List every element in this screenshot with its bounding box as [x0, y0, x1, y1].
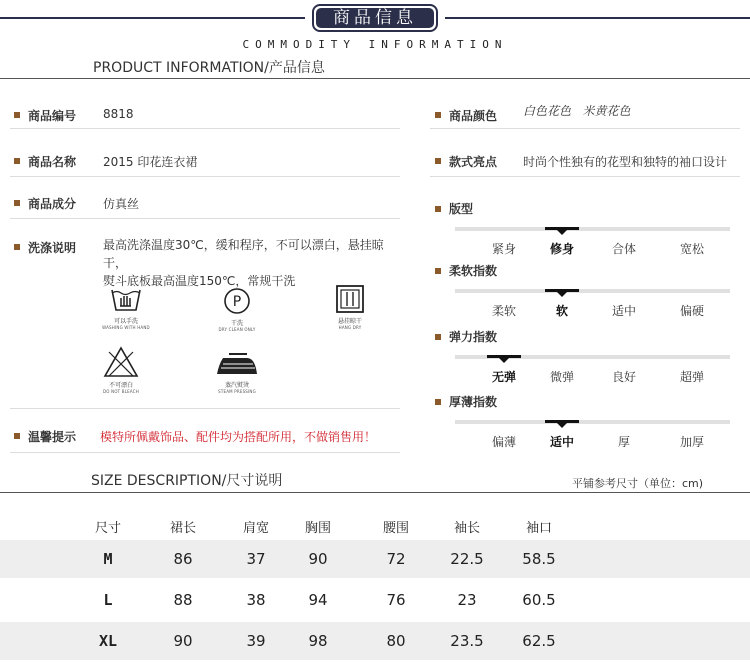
table-header-cell: 裙长	[169, 521, 196, 536]
bullet-icon	[435, 399, 441, 405]
no-bleach-icon	[103, 346, 139, 378]
row-divider	[10, 218, 400, 219]
care-hand-wash-en: WASHING WITH HAND	[102, 325, 150, 330]
bullet-icon	[435, 334, 441, 340]
wash-label: 洗涤说明	[28, 241, 77, 255]
table-cell: 62.5	[522, 632, 556, 650]
table-header-cell: 腰围	[382, 521, 409, 536]
scale-selected-marker	[545, 420, 579, 423]
table-cell: 76	[386, 591, 406, 609]
table-cell: 58.5	[522, 550, 556, 568]
hang-dry-icon	[335, 284, 365, 314]
care-no-bleach-en: DO NOT BLEACH	[103, 389, 139, 394]
care-dry-clean-en: DRY CLEAN ONLY	[218, 327, 256, 332]
steam-press-icon	[215, 350, 259, 378]
table-header-cell: 尺寸	[94, 521, 121, 536]
tip-label: 温馨提示	[28, 430, 77, 444]
size-section-rule	[0, 492, 750, 493]
scale-option: 宽松	[679, 242, 704, 256]
header-rule-right	[445, 17, 750, 19]
scale-option: 偏硬	[679, 304, 704, 318]
scale-option: 适中	[611, 304, 636, 318]
scale-option: 良好	[611, 370, 636, 384]
table-header-cell: 袖长	[453, 521, 480, 536]
care-steam-press-cn: 蒸汽熨烫	[224, 382, 249, 389]
bullet-icon	[435, 206, 441, 212]
scale-label: 厚薄指数	[449, 395, 498, 409]
row-divider	[10, 128, 400, 129]
style-value: 时尚个性独有的花型和独特的袖口设计	[523, 155, 728, 169]
style-label: 款式亮点	[449, 155, 498, 169]
scale-option: 柔软	[491, 304, 516, 318]
header-subtitle: COMMODITY INFORMATION	[242, 38, 508, 51]
bullet-icon	[435, 268, 441, 274]
dry-clean-icon	[222, 286, 252, 316]
table-header-cell: 袖口	[525, 521, 552, 536]
care-hang-dry-cn: 悬挂晾干	[337, 318, 362, 325]
care-dry-clean-cn: 干洗	[230, 320, 243, 327]
bullet-icon	[14, 244, 20, 250]
scale-track	[455, 227, 730, 231]
scale-label: 版型	[449, 202, 474, 216]
row-divider	[430, 128, 740, 129]
row-divider	[10, 408, 400, 409]
scale-option: 加厚	[679, 435, 704, 449]
wash-value-line2: 熨斗底板最高温度150℃，常规干洗	[103, 274, 296, 288]
bullet-icon	[435, 112, 441, 118]
care-dry-clean	[206, 286, 268, 332]
table-cell: 88	[173, 591, 193, 609]
table-cell: XL	[98, 632, 118, 650]
color-label: 商品颜色	[449, 109, 498, 123]
name-label: 商品名称	[28, 155, 77, 169]
code-value: 8818	[103, 107, 134, 121]
bullet-icon	[14, 200, 20, 206]
scale-option: 软	[555, 304, 568, 318]
material-label: 商品成分	[28, 197, 77, 211]
dry-clean-glyph: P	[232, 294, 242, 310]
scale-option: 厚	[617, 435, 630, 449]
care-no-bleach	[88, 346, 154, 394]
table-cell: 90	[308, 550, 328, 568]
scale-option: 合体	[611, 242, 636, 256]
bullet-icon	[435, 158, 441, 164]
table-cell: 86	[173, 550, 193, 568]
scale-option: 微弹	[549, 370, 574, 384]
table-cell: 22.5	[450, 550, 484, 568]
code-label: 商品编号	[28, 109, 77, 123]
wash-value	[103, 236, 403, 290]
scale-track	[455, 420, 730, 424]
row-divider	[430, 176, 740, 177]
row-divider	[10, 176, 400, 177]
scale-track	[455, 289, 730, 293]
care-steam-press-en: STEAM PRESSING	[218, 389, 256, 394]
header-rule-left	[0, 17, 305, 19]
scale-selected-marker	[545, 289, 579, 292]
table-cell: 72	[386, 550, 406, 568]
care-hang-dry-en: HANG DRY	[338, 325, 362, 330]
bullet-icon	[14, 433, 20, 439]
header-title-badge	[312, 4, 438, 32]
care-hand-wash	[95, 284, 157, 330]
table-cell: M	[103, 550, 113, 568]
table-cell: 37	[246, 550, 266, 568]
bullet-icon	[14, 158, 20, 164]
table-cell: L	[103, 591, 113, 609]
page-header	[0, 0, 750, 62]
table-cell: 38	[246, 591, 266, 609]
table-cell: 80	[386, 632, 406, 650]
tip-value: 模特所佩戴饰品、配件均为搭配所用，不做销售用！	[100, 430, 377, 444]
size-section-title: SIZE DESCRIPTION/尺寸说明	[91, 473, 283, 489]
scale-option: 无弹	[491, 370, 516, 384]
wash-value-line1: 最高洗涤温度30℃，缓和程序，不可以漂白，悬挂晾干，	[103, 238, 384, 270]
care-hang-dry	[322, 284, 378, 330]
table-cell: 60.5	[522, 591, 556, 609]
header-title: 商品信息	[316, 8, 434, 28]
product-section-title: PRODUCT INFORMATION/产品信息	[93, 60, 325, 76]
color-value: 白色花色 米黄花色	[523, 104, 631, 118]
product-section-rule	[0, 78, 750, 79]
scale-label: 柔软指数	[449, 264, 498, 278]
care-hand-wash-cn: 可以手洗	[113, 318, 138, 325]
table-cell: 39	[246, 632, 266, 650]
care-steam-press	[204, 350, 270, 394]
scale-selected-marker	[545, 227, 579, 230]
table-cell: 90	[173, 632, 193, 650]
table-cell: 94	[308, 591, 328, 609]
table-header-cell: 肩宽	[242, 521, 269, 536]
scale-option: 紧身	[491, 242, 516, 256]
size-note: 平铺参考尺寸（单位：cm)	[572, 477, 704, 490]
care-no-bleach-cn: 不可漂白	[108, 382, 133, 389]
scale-label: 弹力指数	[449, 330, 498, 344]
scale-option: 偏薄	[491, 435, 516, 449]
scale-option: 适中	[549, 435, 574, 449]
table-cell: 98	[308, 632, 328, 650]
table-header-cell: 胸围	[304, 521, 331, 536]
material-value: 仿真丝	[103, 197, 140, 211]
scale-option: 超弹	[679, 370, 704, 384]
table-cell: 23	[457, 591, 477, 609]
hand-wash-icon	[109, 284, 143, 314]
name-value: 2015 印花连衣裙	[103, 155, 198, 169]
bullet-icon	[14, 112, 20, 118]
row-divider	[10, 452, 400, 453]
scale-option: 修身	[549, 242, 574, 256]
table-cell: 23.5	[450, 632, 484, 650]
scale-selected-marker	[487, 355, 521, 358]
